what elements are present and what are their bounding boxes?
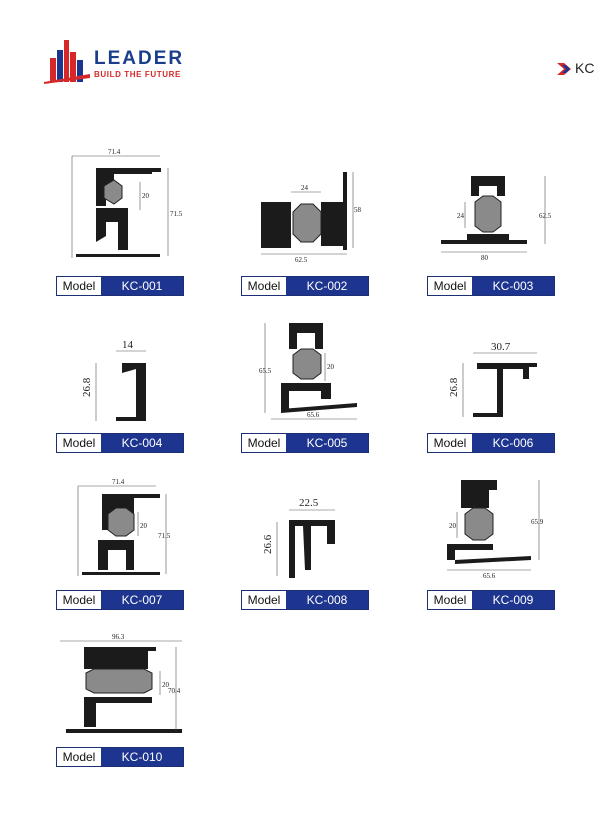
dim-chamber: 24 — [457, 212, 464, 220]
profile-drawing — [241, 460, 371, 585]
dim-width: 22.5 — [299, 497, 319, 509]
model-label: Model — [428, 591, 472, 609]
dim-chamber: 20 — [140, 522, 147, 530]
profile-drawing — [56, 460, 186, 585]
model-label: Model — [428, 277, 472, 295]
brand-tagline: BUILD THE FUTURE — [94, 70, 181, 79]
model-code: KC-008 — [286, 591, 368, 609]
dim-chamber: 20 — [162, 681, 169, 689]
dim-height: 65.9 — [531, 518, 544, 526]
model-code: KC-004 — [101, 434, 183, 452]
dim-width: 65.6 — [307, 411, 320, 419]
model-code: KC-002 — [286, 277, 368, 295]
profile-card-kc-004 — [56, 303, 186, 453]
chevron-right-icon — [557, 63, 573, 75]
profile-card-kc-010 — [56, 617, 186, 767]
model-bar — [427, 433, 555, 453]
building-logo-icon — [44, 38, 90, 84]
model-code: KC-005 — [286, 434, 368, 452]
profile-card-kc-006 — [427, 303, 557, 453]
dim-height: 58 — [354, 206, 361, 214]
dim-height: 70.4 — [168, 687, 181, 695]
dim-width: 30.7 — [491, 341, 511, 353]
model-label: Model — [242, 591, 286, 609]
dim-width: 65.6 — [483, 572, 496, 580]
dim-height: 26.6 — [262, 534, 274, 554]
model-bar — [241, 590, 369, 610]
dim-width: 96.3 — [112, 633, 125, 641]
profile-drawing — [427, 146, 557, 271]
dim-chamber: 20 — [142, 192, 149, 200]
model-bar — [56, 590, 184, 610]
profile-card-kc-007 — [56, 460, 186, 610]
dim-width: 71.4 — [112, 478, 125, 486]
profile-drawing — [56, 303, 186, 428]
profile-card-kc-005 — [241, 303, 371, 453]
model-label: Model — [57, 591, 101, 609]
profile-card-kc-003 — [427, 146, 557, 296]
model-label: Model — [57, 434, 101, 452]
model-label: Model — [57, 748, 101, 766]
dim-width: 80 — [481, 254, 488, 262]
model-code: KC-007 — [101, 591, 183, 609]
model-label: Model — [57, 277, 101, 295]
profile-card-kc-002 — [241, 146, 371, 296]
dim-chamber: 20 — [327, 363, 334, 371]
model-code: KC-006 — [472, 434, 554, 452]
dim-height: 62.5 — [539, 212, 552, 220]
profile-drawing — [241, 303, 371, 428]
profile-drawing — [427, 460, 557, 585]
model-bar — [241, 276, 369, 296]
dim-height: 71.5 — [158, 532, 171, 540]
model-label: Model — [242, 434, 286, 452]
brand-name: LEADER — [94, 48, 185, 69]
profile-drawing — [427, 303, 557, 428]
profile-drawing — [56, 617, 186, 742]
dim-height: 26.8 — [81, 377, 93, 397]
profile-card-kc-001 — [56, 146, 186, 296]
profile-card-kc-008 — [241, 460, 371, 610]
model-code: KC-010 — [101, 748, 183, 766]
model-code: KC-003 — [472, 277, 554, 295]
series-code: KC — [575, 60, 595, 76]
model-bar — [427, 590, 555, 610]
model-label: Model — [428, 434, 472, 452]
model-bar — [427, 276, 555, 296]
model-bar — [56, 276, 184, 296]
profile-card-kc-009 — [427, 460, 557, 610]
model-bar — [56, 747, 184, 767]
dim-chamber: 20 — [449, 522, 456, 530]
dim-width: 14 — [122, 339, 133, 351]
brand-logo — [44, 38, 204, 84]
dim-height: 65.5 — [259, 367, 272, 375]
model-code: KC-001 — [101, 277, 183, 295]
model-label: Model — [242, 277, 286, 295]
profile-drawing — [241, 146, 371, 271]
model-bar — [56, 433, 184, 453]
model-code: KC-009 — [472, 591, 554, 609]
dim-height: 26.8 — [448, 377, 460, 397]
dim-height: 71.5 — [170, 210, 183, 218]
dim-width: 71.4 — [108, 148, 121, 156]
dim-chamber: 24 — [301, 184, 308, 192]
model-bar — [241, 433, 369, 453]
profile-drawing — [56, 146, 186, 271]
dim-width: 62.5 — [295, 256, 308, 264]
